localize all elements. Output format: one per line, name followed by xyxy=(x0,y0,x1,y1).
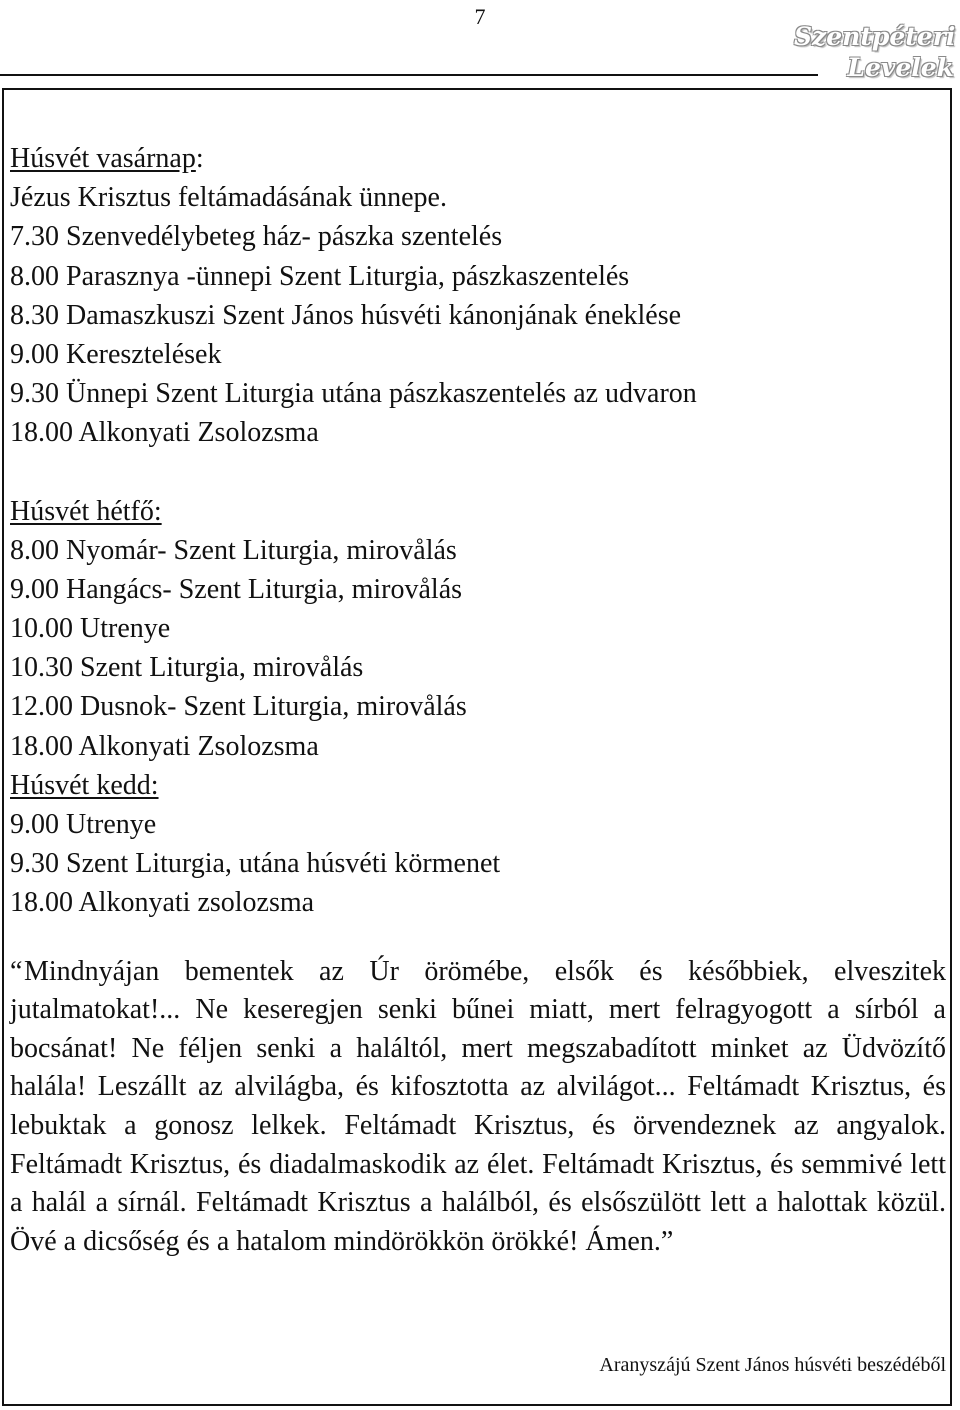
schedule-line: 10.30 Szent Liturgia, mirovålás xyxy=(10,652,364,684)
page-number: 7 xyxy=(474,4,486,29)
schedule-line: 9.00 Keresztelések xyxy=(10,338,222,370)
section-gap xyxy=(10,453,946,492)
quote-close-mark: ” xyxy=(660,1225,674,1257)
section-gap xyxy=(10,923,946,953)
quote-open-mark: “ xyxy=(10,955,23,987)
schedule-line: 9.30 Szent Liturgia, utána húsvéti körmenet xyxy=(10,848,501,880)
schedule-line: 9.00 Utrenye xyxy=(10,809,157,840)
logo-line-1: Szentpéteri xyxy=(794,22,956,51)
easter-homily-quote xyxy=(10,953,946,1262)
schedule-line: 8.00 Parasznya -ünnepi Szent Liturgia, pászkaszentelés xyxy=(10,260,630,292)
quote-attribution: Aranyszájú Szent János húsvéti beszédéből xyxy=(599,1354,946,1376)
schedule-content xyxy=(10,139,946,1261)
section-heading-easter-tuesday: Húsvét kedd: xyxy=(10,769,159,801)
schedule-line: 7.30 Szenvedélybeteg ház- pászka szentelés xyxy=(10,221,503,253)
logo-line-2: Levelek xyxy=(847,53,954,82)
schedule-line: 8.30 Damaszkuszi Szent János húsvéti kánonjának éneklése xyxy=(10,299,682,331)
newsletter-logo xyxy=(794,22,954,84)
schedule-line: 9.00 Hangács- Szent Liturgia, mirovålás xyxy=(10,573,463,605)
section-heading-easter-sunday: Húsvét vasárnap: xyxy=(10,143,204,174)
schedule-line: 18.00 Alkonyati Zsolozsma xyxy=(10,730,319,762)
quote-text: Mindnyájan bementek az Úr örömébe, elsők és későbbiek, elveszitek jutalmatokat!... Ne keseregjen senki bűnei miatt, mert felragyogott a sírból a bocsánat! Ne féljen senki a haláltól, mert megszabadított minket az Üdvözítő halála! Leszállt az alvilágba, és kifosztotta az alvilágot... Feltámadt Krisztus, és lebuktak a gonosz lelkek. Feltámadt Krisztus, és örvendeznek az angyalok. Feltámadt Krisztus, és diadalmaskodik az élet. Feltámadt Krisztus, és semmivé lett a halál a sírnál. Feltámadt Krisztus a halálból, és elsőszülött lett a halottak közül. Övé a dicsőség és a hatalom mindörökkön örökké! Ámen. xyxy=(10,955,946,1257)
section-heading-easter-monday: Húsvét hétfő: xyxy=(10,495,162,527)
schedule-line: 18.00 Alkonyati Zsolozsma xyxy=(10,417,319,449)
schedule-line: 12.00 Dusnok- Szent Liturgia, mirovålás xyxy=(10,691,467,723)
schedule-line: 8.00 Nyomár- Szent Liturgia, mirovålás xyxy=(10,534,457,566)
header-rule xyxy=(0,74,818,76)
schedule-line: 18.00 Alkonyati zsolozsma xyxy=(10,887,315,919)
schedule-line: 10.00 Utrenye xyxy=(10,613,171,645)
schedule-line: 9.30 Ünnepi Szent Liturgia utána pászkaszentelés az udvaron xyxy=(10,378,697,410)
schedule-line: Jézus Krisztus feltámadásának ünnepe. xyxy=(10,182,447,214)
